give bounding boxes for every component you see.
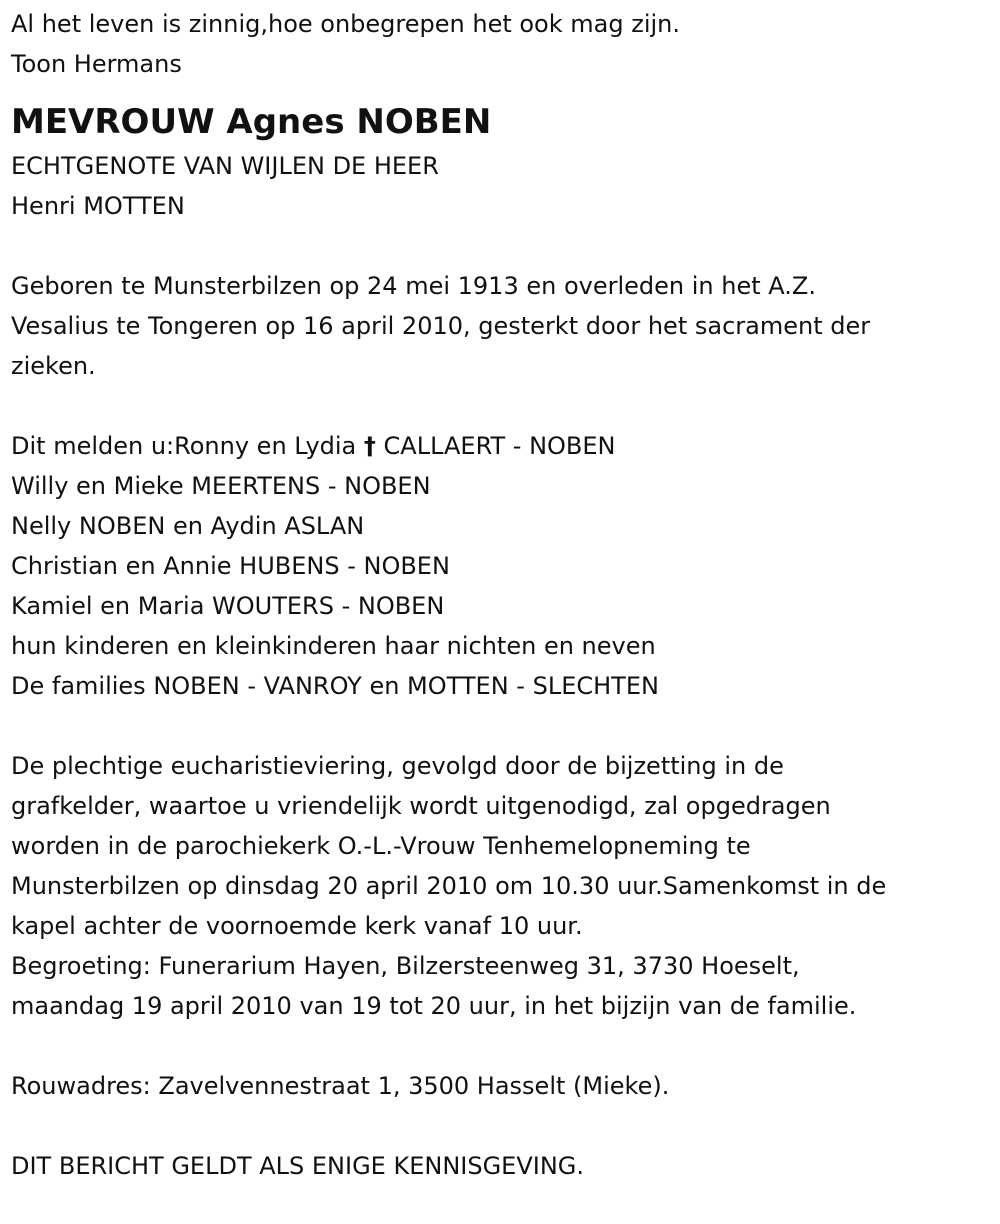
ceremony-line: De plechtige eucharistieviering, gevolgd door de bijzetting in de [11, 752, 784, 780]
notice-statement: DIT BERICHT GELDT ALS ENIGE KENNISGEVING. [11, 1152, 585, 1180]
obituary-notice [11, 4, 989, 1186]
ceremony-line: grafkelder, waartoe u vriendelijk wordt uitgenodigd, zal opgedragen [11, 792, 831, 820]
deceased-relation: ECHTGENOTE VAN WIJLEN DE HEER [11, 152, 439, 180]
announcer-prefix: Dit melden u:Ronny en Lydia [11, 432, 364, 460]
ceremony-line: Begroeting: Funerarium Hayen, Bilzersteenweg 31, 3730 Hoeselt, [11, 952, 800, 980]
announcer-suffix: CALLAERT - NOBEN [375, 432, 616, 460]
announcer-line: Willy en Mieke MEERTENS - NOBEN [11, 472, 431, 500]
deceased-spouse: Henri MOTTEN [11, 192, 185, 220]
spacer [11, 386, 989, 426]
deceased-name: MEVROUW Agnes NOBEN [11, 102, 492, 142]
ceremony-line: maandag 19 april 2010 van 19 tot 20 uur, in het bijzijn van de familie. [11, 992, 857, 1020]
birth-death-line: Vesalius te Tongeren op 16 april 2010, gesterkt door het sacrament der [11, 312, 871, 340]
spacer [11, 1026, 989, 1066]
spacer [11, 226, 989, 266]
announcer-line: Christian en Annie HUBENS - NOBEN [11, 552, 450, 580]
ceremony-line: kapel achter de voornoemde kerk vanaf 10 uur. [11, 912, 583, 940]
announcer-line: De families NOBEN - VANROY en MOTTEN - SLECHTEN [11, 672, 659, 700]
announcer-line: Kamiel en Maria WOUTERS - NOBEN [11, 592, 445, 620]
spacer [11, 1106, 989, 1146]
announcer-line-first [11, 426, 989, 466]
cross-icon: † [363, 432, 376, 460]
quote-author: Toon Hermans [11, 50, 182, 78]
ceremony-line: Munsterbilzen op dinsdag 20 april 2010 om 10.30 uur.Samenkomst in de [11, 872, 887, 900]
birth-death-line: Geboren te Munsterbilzen op 24 mei 1913 en overleden in het A.Z. [11, 272, 816, 300]
announcer-line: hun kinderen en kleinkinderen haar nichten en neven [11, 632, 656, 660]
spacer [11, 706, 989, 746]
birth-death-line: zieken. [11, 352, 96, 380]
ceremony-line: worden in de parochiekerk O.-L.-Vrouw Tenhemelopneming te [11, 832, 751, 860]
quote-text: Al het leven is zinnig,hoe onbegrepen het ook mag zijn. [11, 10, 680, 38]
mourning-address: Rouwadres: Zavelvennestraat 1, 3500 Hasselt (Mieke). [11, 1072, 670, 1100]
announcer-line: Nelly NOBEN en Aydin ASLAN [11, 512, 365, 540]
